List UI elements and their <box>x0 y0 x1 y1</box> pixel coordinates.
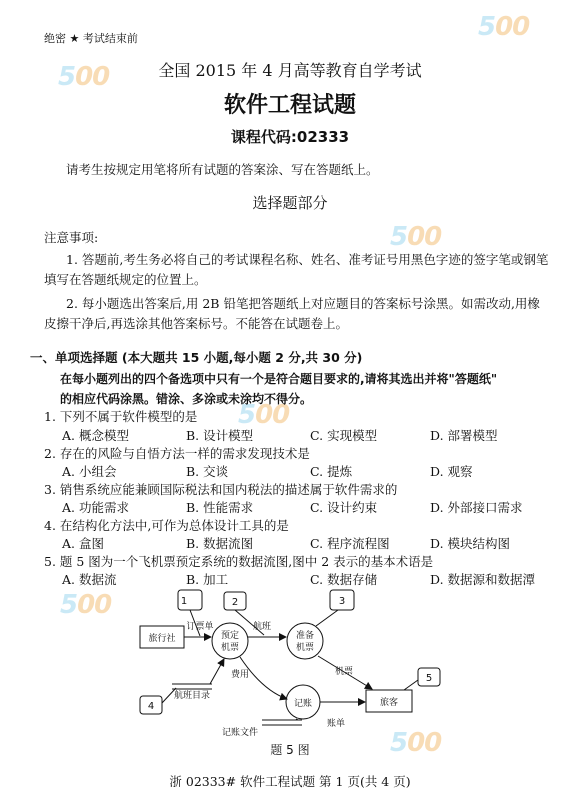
question-stem: 2. 存在的风险与自悟方法一样的需求发现技术是 <box>44 446 310 461</box>
option-c: C. 数据存储 <box>310 572 378 587</box>
section-title: 选择题部分 <box>252 194 328 212</box>
option-a: A. 小组会 <box>62 464 117 479</box>
flow-label: 费用 <box>230 670 250 680</box>
option-a: A. 数据流 <box>62 572 117 587</box>
watermark-logo: 500 <box>478 12 530 42</box>
question-stem: 1. 下列不属于软件模型的是 <box>44 409 198 424</box>
sink-label: 旅客 <box>379 698 399 708</box>
option-d: D. 观察 <box>430 464 473 479</box>
option-a: A. 概念模型 <box>62 428 129 443</box>
process-label: 记账 <box>293 699 313 709</box>
part-heading: 一、单项选择题 (本大题共 15 小题,每小题 2 分,共 30 分) <box>30 350 363 365</box>
option-c: C. 提炼 <box>310 464 353 479</box>
process-label: 预定 <box>220 631 240 641</box>
page-footer: 浙 02333# 软件工程试题 第 1 页(共 4 页) <box>169 774 411 789</box>
process-label: 机票 <box>295 643 315 653</box>
option-c: C. 设计约束 <box>310 500 378 515</box>
question-stem: 3. 销售系统应能兼顾国际税法和国内税法的描述属于软件需求的 <box>44 482 398 497</box>
callout-leader <box>404 680 418 690</box>
option-b: B. 加工 <box>186 572 229 587</box>
watermark-logo: 500 <box>60 590 112 620</box>
question-stem: 5. 题 5 图为一个飞机票预定系统的数据流图,图中 2 表示的基本术语是 <box>44 554 434 569</box>
option-d: D. 外部接口需求 <box>430 500 523 515</box>
flow-label: 机票 <box>334 667 354 677</box>
flow-label: 航班 <box>252 622 272 632</box>
option-c: C. 程序流程图 <box>310 536 390 551</box>
option-b: B. 交谈 <box>186 464 229 479</box>
option-d: D. 部署模型 <box>430 428 498 443</box>
part-desc-1: 在每小题列出的四个备选项中只有一个是符合题目要求的,请将其选出并将"答题纸" <box>60 372 498 386</box>
callout-label: 3 <box>338 596 346 607</box>
option-b: B. 设计模型 <box>186 428 254 443</box>
notes-title: 注意事项: <box>44 230 99 245</box>
watermark-logo: 500 <box>238 400 290 430</box>
note-2: 2. 每小题选出答案后,用 2B 铅笔把答题纸上对应题目的答案标号涂黑。如需改动,用橡 <box>66 296 540 311</box>
page-title: 软件工程试题 <box>223 93 356 118</box>
flow-label: 订票单 <box>186 622 214 632</box>
course-code: 课程代码:02333 <box>230 128 350 146</box>
data-store-label: 航班目录 <box>173 691 211 701</box>
callout-label: 5 <box>425 673 433 684</box>
callout-label: 1 <box>180 596 188 607</box>
watermark-logo: 500 <box>390 222 442 252</box>
process-circle <box>287 623 323 659</box>
question-stem: 4. 在结构化方法中,可作为总体设计工具的是 <box>44 518 289 533</box>
watermark-logo: 500 <box>58 62 110 92</box>
option-d: D. 数据源和数据潭 <box>430 572 536 587</box>
watermark-logo: 500 <box>390 728 442 758</box>
callout-label: 4 <box>147 701 155 712</box>
instruction-text: 请考生按规定用笔将所有试题的答案涂、写在答题纸上。 <box>66 162 379 177</box>
data-store-label: 记账文件 <box>221 728 259 738</box>
option-b: B. 数据流图 <box>186 536 254 551</box>
part-desc-2: 的相应代码涂黑。错涂、多涂或未涂均不得分。 <box>60 392 313 406</box>
exam-title: 全国 2015 年 4 月高等教育自学考试 <box>158 61 422 80</box>
process-label: 机票 <box>220 643 240 653</box>
process-label: 准备 <box>295 631 315 641</box>
note-2-cont: 皮擦干净后,再选涂其他答案标号。不能答在试题卷上。 <box>44 316 348 331</box>
option-a: A. 盒图 <box>62 536 104 551</box>
callout-label: 2 <box>231 597 239 608</box>
option-c: C. 实现模型 <box>310 428 378 443</box>
flow-arrow <box>210 659 224 684</box>
option-b: B. 性能需求 <box>186 500 254 515</box>
option-a: A. 功能需求 <box>62 500 129 515</box>
source-label: 旅行社 <box>148 634 176 644</box>
flow-label: 账单 <box>326 719 346 729</box>
process-circle <box>212 623 248 659</box>
figure-caption: 题 5 图 <box>270 743 310 757</box>
secret-label: 绝密 ★ 考试结束前 <box>44 32 138 45</box>
option-d: D. 模块结构图 <box>430 536 511 551</box>
note-1: 1. 答题前,考生务必将自己的考试课程名称、姓名、准考证号用黑色字迹的签字笔或钢笔 <box>66 252 549 267</box>
callout-leader <box>316 610 338 626</box>
note-1-cont: 填写在答题纸规定的位置上。 <box>44 272 207 287</box>
